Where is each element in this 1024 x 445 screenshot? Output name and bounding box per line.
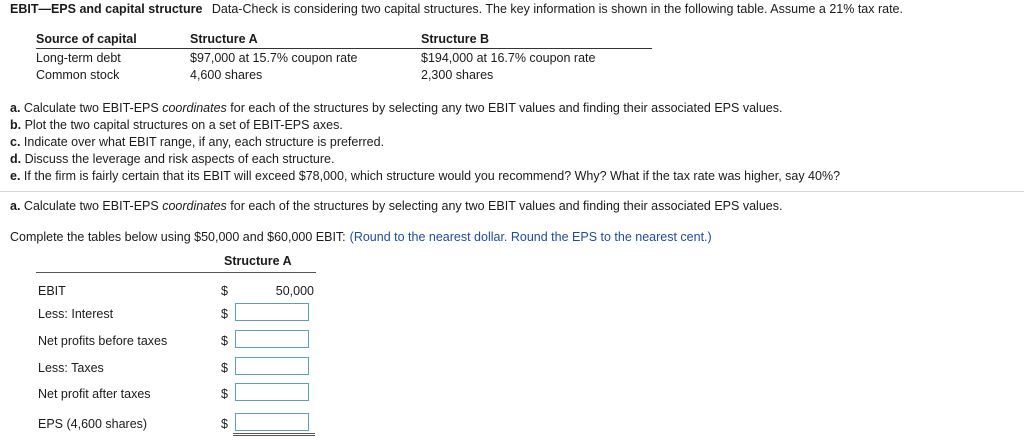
problem-title: EBIT—EPS and capital structure [10, 2, 203, 16]
problem-header [10, 2, 903, 16]
cell-structure-b: 2,300 shares [421, 68, 494, 82]
calc-table-title: Structure A [224, 254, 292, 268]
row-label: Net profit after taxes [38, 387, 151, 401]
row-label: Less: Interest [38, 307, 114, 321]
cell-structure-b: $194,000 at 16.7% coupon rate [421, 51, 596, 65]
part-a-prompt: a. Calculate two EBIT-EPS coordinates for each of the structures by selecting any two EBIT values and finding their associated EPS values. [10, 199, 783, 213]
taxes-row [38, 357, 318, 379]
question-item: e. If the firm is fairly certain that its EBIT will exceed $78,000, which structure would you recommend? Why? What if the tax rate was higher, say 40%? [10, 169, 841, 183]
question-item: b. Plot the two capital structures on a set of EBIT-EPS axes. [10, 118, 343, 132]
cell-structure-a: 4,600 shares [190, 68, 263, 82]
net-profits-before-taxes-input[interactable] [235, 330, 309, 348]
question-item: a. Calculate two EBIT-EPS coordinates for each of the structures by selecting any two EBIT values and finding their associated EPS values. [10, 101, 783, 115]
table-row [36, 49, 652, 67]
row-label: EBIT [38, 284, 66, 298]
table-row [36, 66, 652, 83]
dollar-sign: $ [221, 361, 228, 375]
capital-structure-table [36, 31, 652, 83]
net-profit-after-taxes-row [38, 383, 318, 405]
dollar-sign: $ [221, 334, 228, 348]
cell-source: Long-term debt [36, 51, 121, 65]
cell-source: Common stock [36, 68, 120, 82]
dollar-sign: $ [221, 417, 228, 431]
row-label: Less: Taxes [38, 361, 104, 375]
eps-row [38, 413, 318, 435]
net-profits-before-taxes-row [38, 330, 318, 352]
interest-input[interactable] [235, 303, 309, 321]
total-double-underline [233, 433, 315, 436]
problem-description: Data-Check is considering two capital structures. The key information is shown in the following table. Assume a 21% tax rate. [211, 2, 903, 16]
question-list [10, 100, 840, 185]
instructions-text: Complete the tables below using $50,000 and $60,000 EBIT: [10, 230, 346, 244]
eps-input[interactable] [235, 413, 309, 431]
calc-table-top-border [36, 272, 316, 273]
taxes-input[interactable] [235, 357, 309, 375]
question-item: c. Indicate over what EBIT range, if any, each structure is preferred. [10, 135, 385, 149]
header-source: Source of capital [36, 31, 190, 49]
dollar-sign: $ [221, 387, 228, 401]
ebit-row [38, 280, 318, 302]
section-divider [0, 191, 1024, 192]
dollar-sign: $ [221, 307, 228, 321]
dollar-sign: $ [221, 284, 228, 298]
ebit-value: 50,000 [275, 284, 314, 298]
instructions [10, 230, 712, 244]
header-structure-b: Structure B [421, 31, 652, 49]
row-label: Net profits before taxes [38, 334, 168, 348]
question-item: d. Discuss the leverage and risk aspects of each structure. [10, 152, 335, 166]
cell-structure-a: $97,000 at 15.7% coupon rate [190, 51, 358, 65]
capital-table-header-row [36, 31, 652, 49]
row-label: EPS (4,600 shares) [38, 417, 148, 431]
interest-row [38, 303, 318, 325]
net-profit-after-taxes-input[interactable] [235, 383, 309, 401]
header-structure-a: Structure A [190, 31, 421, 49]
rounding-hint: (Round to the nearest dollar. Round the EPS to the nearest cent.) [349, 230, 712, 244]
